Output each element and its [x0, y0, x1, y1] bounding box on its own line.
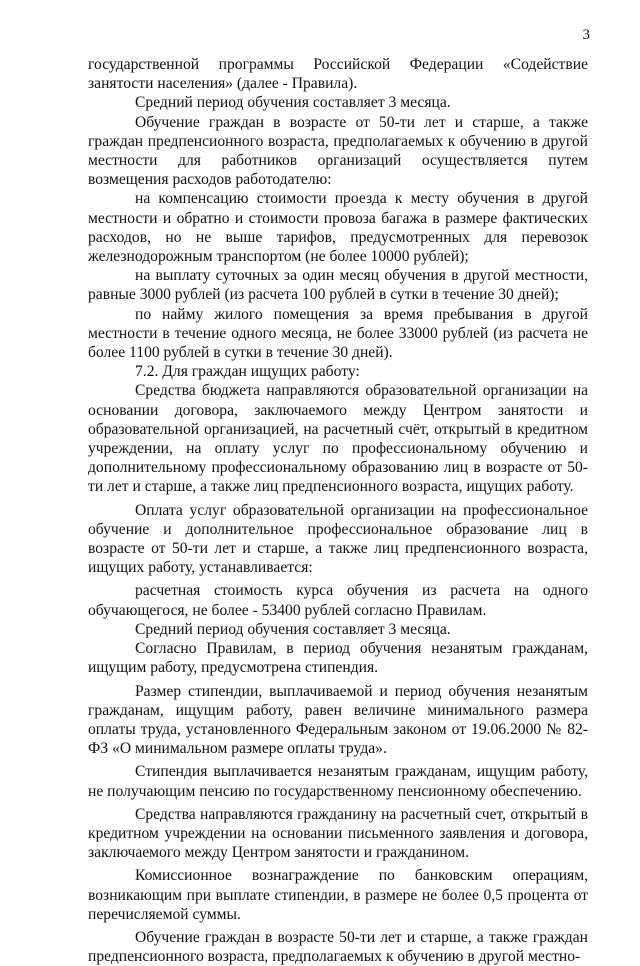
paragraph-16: Комиссионное вознаграждение по банковским операциям, возникающим при выплате стипендии, в размере не более 0,5 процента от перечисляемой суммы.: [88, 867, 588, 923]
paragraph-3: Обучение граждан в возрасте от 50-ти лет и старше, а также граждан предпенсионного возраста, предполагаемых к обучению в другой местности для работников организаций осуществляется путем возмещения расходов работодателю:: [88, 113, 588, 189]
paragraph-9: Оплата услуг образовательной организации на профессиональное обучение и дополнительное профессиональное образование лиц в возрасте от 50-ти лет и старше, а также лиц предпенсионного возраста, ищущих работу, устанавливается:: [88, 501, 588, 577]
paragraph-17: Обучение граждан в возрасте 50-ти лет и старше, а также граждан предпенсионного возраста, предполагаемых к обучению в другой местно-: [88, 928, 588, 966]
paragraph-5: на выплату суточных за один месяц обучения в другой местности, равные 3000 рублей (из расчета 100 рублей в сутки в течение 30 дней);: [88, 267, 588, 304]
paragraph-13: Размер стипендии, выплачиваемой и период обучения незанятым гражданам, ищущим работу, равен величине минимального размера оплаты труда, установленного Федеральным законом от 19.06.2000 № 82-ФЗ «О минимальном размере оплаты труда».: [88, 682, 588, 758]
paragraph-1: государственной программы Российской Федерации «Содействие занятости населения» (далее - Правила).: [88, 56, 588, 93]
paragraph-8: Средства бюджета направляются образовательной организации на основании договора, заключаемого между Центром занятости и образовательной организацией, на расчетный счёт, открытый в кредитном учреждении, на оплату услуг по профессиональному обучению и дополнительному профессиональному образованию лиц в возрасте от 50-ти лет и старше, а также лиц предпенсионного возраста, ищущих работу.: [88, 382, 588, 496]
paragraph-12: Согласно Правилам, в период обучения незанятым гражданам, ищущим работу, предусмотрена стипендия.: [88, 640, 588, 677]
paragraph-14: Стипендия выплачивается незанятым гражданам, ищущим работу, не получающим пенсию по государственному пенсионному обеспечению.: [88, 763, 588, 800]
page-number: 3: [582, 27, 590, 43]
paragraph-6: по найму жилого помещения за время пребывания в другой местности в течение одного месяца, не более 33000 рублей (из расчета не более 1100 рублей в сутки в течение 30 дней).: [88, 305, 588, 362]
paragraph-11: Средний период обучения составляет 3 месяца.: [135, 620, 451, 638]
document-body: [88, 55, 588, 966]
paragraph-2: Средний период обучения составляет 3 месяца.: [135, 94, 451, 112]
paragraph-10: расчетная стоимость курса обучения из расчета на одного обучающегося, не более - 53400 рублей согласно Правилам.: [88, 582, 588, 619]
section-heading-7-2: 7.2. Для граждан ищущих работу:: [135, 363, 360, 381]
paragraph-4: на компенсацию стоимости проезда к месту обучения в другой местности и обратно и стоимости провоза багажа в размере фактических расходов, но не выше тарифов, предусмотренных для перевозок железнодорожным транспортом (не более 10000 рублей);: [88, 190, 588, 266]
paragraph-15: Средства направляются гражданину на расчетный счет, открытый в кредитном учреждении на основании письменного заявления и договора, заключаемого между Центром занятости и гражданином.: [88, 805, 588, 862]
